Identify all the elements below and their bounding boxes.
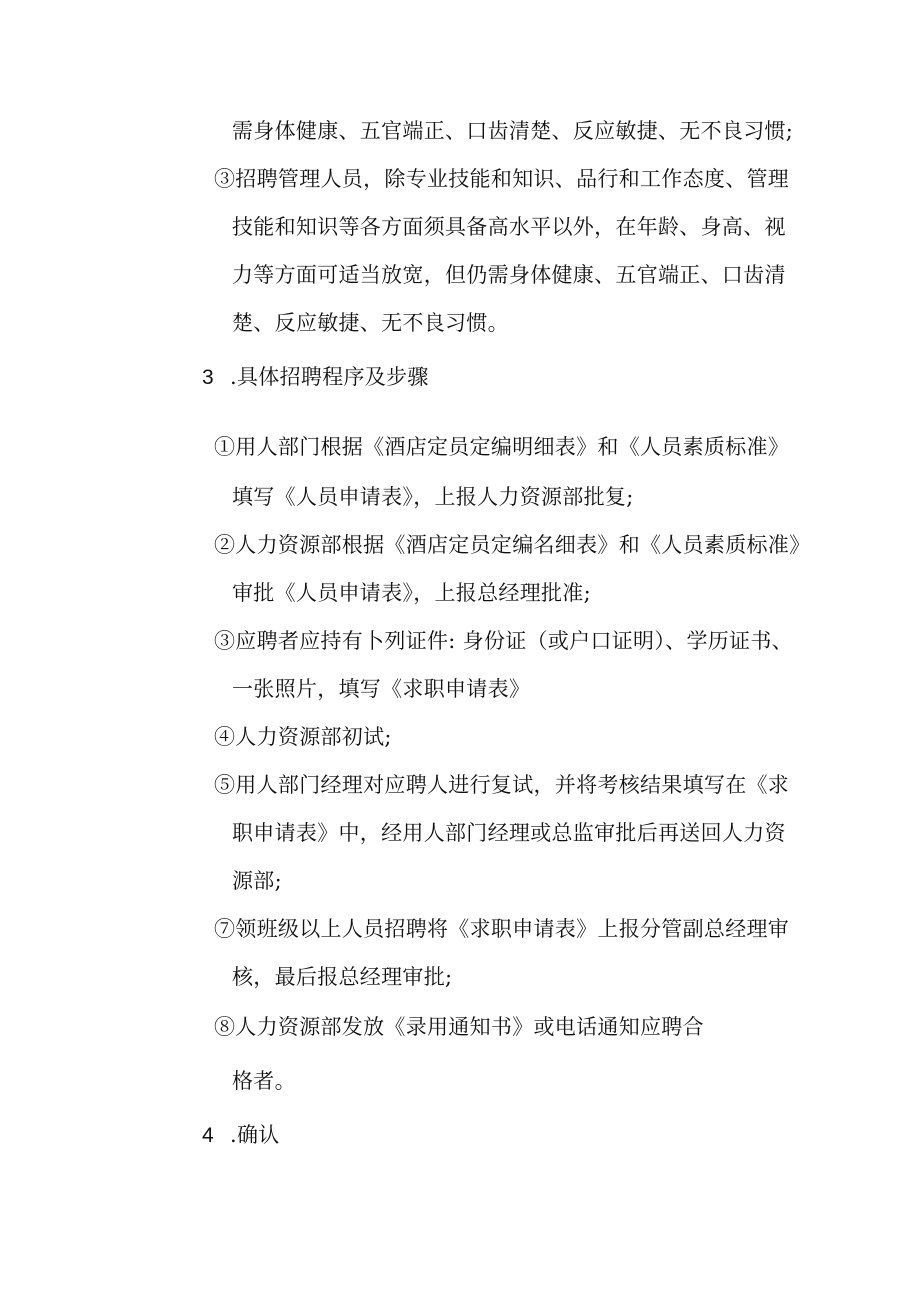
text-line: ④人力资源部初试; (214, 725, 392, 749)
text-line: 填写《人员申请表》，上报人力资源部批复; (232, 485, 634, 509)
text-line: ③应聘者应持有卜列证件: 身份证（或户口证明）、学历证书、 (214, 629, 793, 653)
text-line: 职申请表》中，经用人部门经理或总监审批后再送回人力资 (232, 821, 786, 845)
text-line: 核，最后报总经理审批; (232, 965, 453, 989)
section-number: 3 (202, 366, 214, 389)
section-number: 4 (202, 1124, 214, 1147)
text-line: ③招聘管理人员，除专业技能和知识、品行和工作态度、管理 (214, 167, 790, 191)
text-line: 技能和知识等各方面须具备高水平以外，在年龄、身高、视 (232, 215, 786, 239)
section-heading (202, 1120, 280, 1151)
section-title: .确认 (230, 1123, 280, 1147)
text-line: 一张照片，填写《求职申请表》 (232, 677, 531, 701)
text-line: 格者。 (232, 1069, 296, 1093)
section-title: .具体招聘程序及步骤 (230, 365, 429, 389)
text-line: 需身体健康、五官端正、口齿清楚、反应敏捷、无不良习惯; (232, 119, 794, 143)
text-line: ②人力资源部根据《酒店定员定编名细表》和《人员素质标准》 (214, 533, 811, 557)
text-line: 审批《人员申请表》，上报总经理批准; (232, 581, 591, 605)
text-line: ⑦领班级以上人员招聘将《求职申请表》上报分管副总经理审 (214, 917, 790, 941)
section-heading (202, 362, 429, 393)
text-line: 楚、反应敏捷、无不良习惯。 (232, 311, 509, 335)
text-line: ⑧人力资源部发放《录用通知书》或电话通知应聘合 (214, 1015, 704, 1039)
text-line: ①用人部门根据《酒店定员定编明细表》和《人员素质标准》 (214, 435, 790, 459)
text-line: 力等方面可适当放宽，但仍需身体健康、五官端正、口齿清 (232, 263, 786, 287)
text-line: 源部; (232, 869, 282, 893)
text-line: ⑤用人部门经理对应聘人进行复试，并将考核结果填写在《求 (214, 773, 790, 797)
